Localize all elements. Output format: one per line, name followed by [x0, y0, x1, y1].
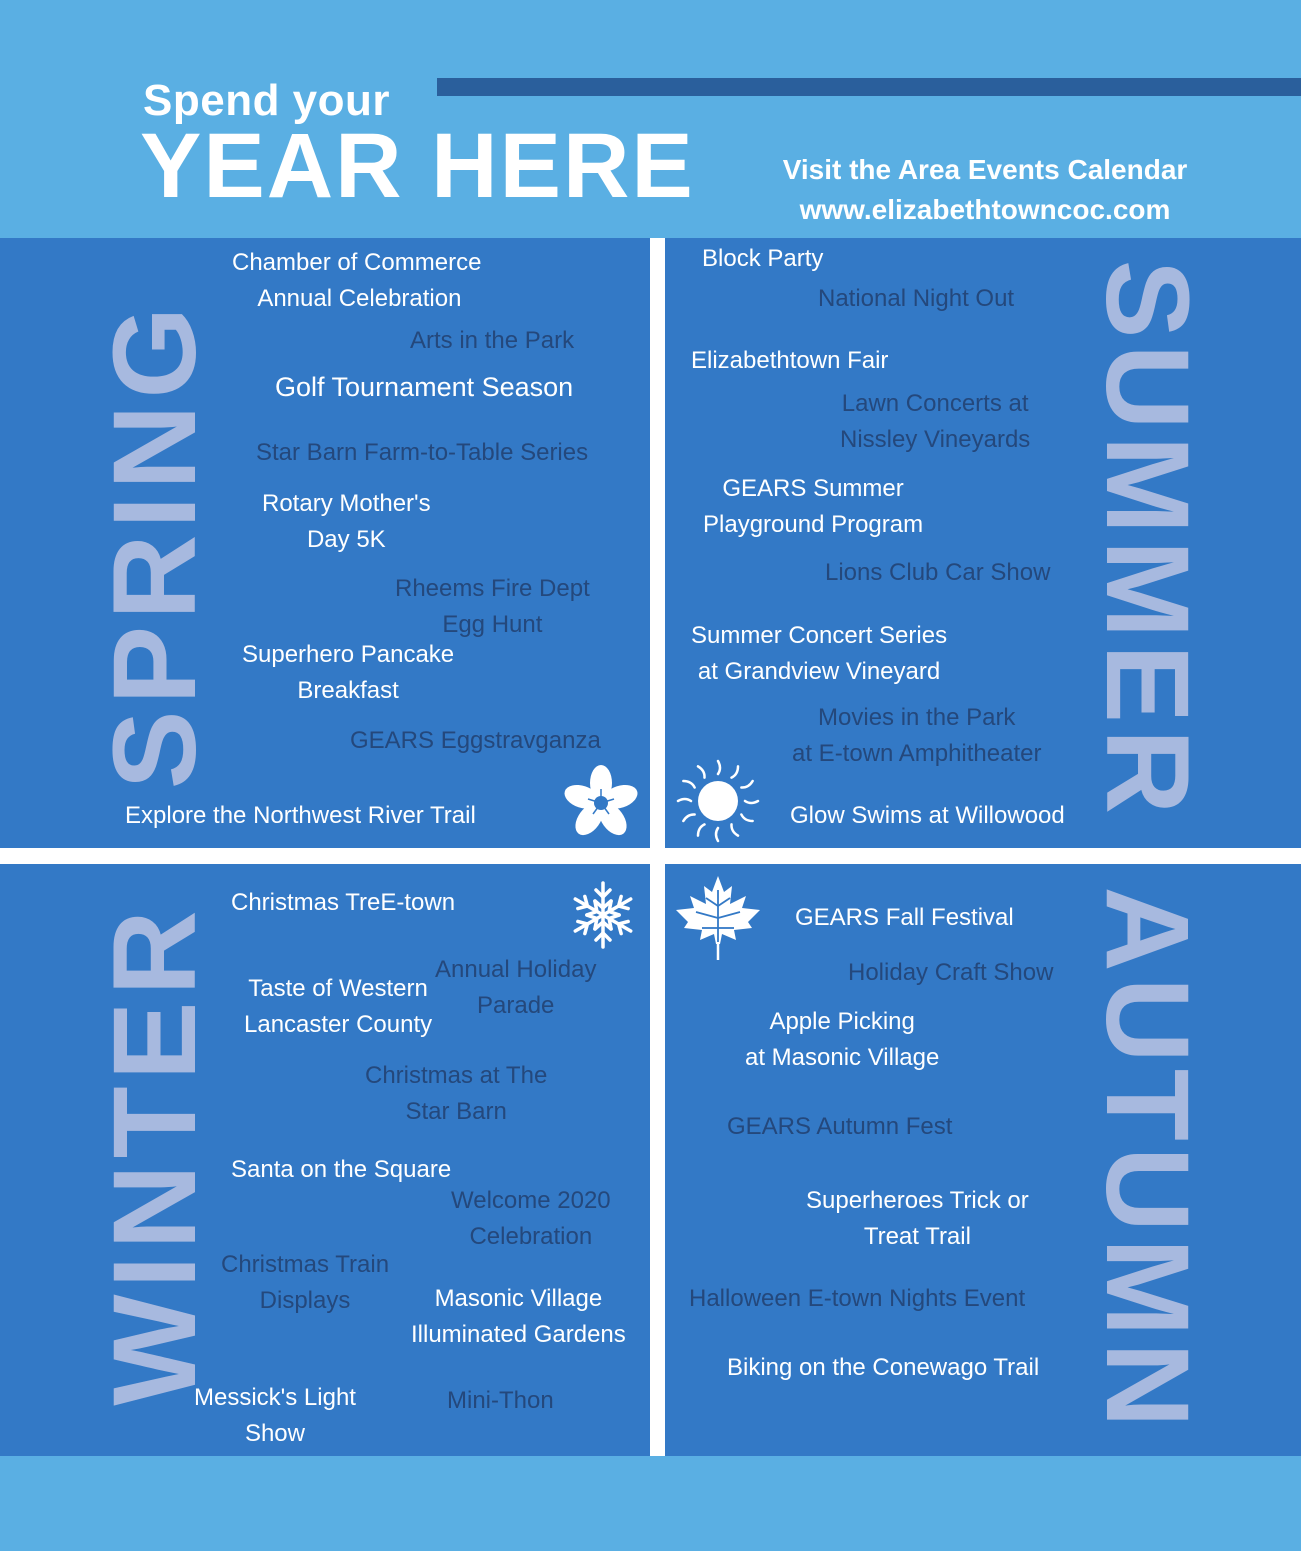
- winter-event: Masonic Village Illuminated Gardens: [411, 1285, 626, 1348]
- summer-event: Lions Club Car Show: [825, 559, 1051, 586]
- winter-event: Christmas at The Star Barn: [365, 1062, 548, 1125]
- autumn-event: GEARS Fall Festival: [795, 904, 1014, 931]
- summer-event: GEARS Summer Playground Program: [703, 475, 924, 538]
- season-title-spring: SPRING: [89, 300, 221, 790]
- snowflake-icon: [568, 880, 638, 950]
- spring-event: Chamber of Commerce Annual Celebration: [232, 249, 482, 312]
- spring-event: Golf Tournament Season: [275, 372, 574, 402]
- maple-leaf-icon: [672, 872, 764, 964]
- season-title-summer: SUMMER: [1081, 259, 1213, 821]
- headline-spend: Spend your: [143, 76, 391, 125]
- winter-event: Mini-Thon: [447, 1387, 554, 1414]
- autumn-event: Superheroes Trick or Treat Trail: [806, 1187, 1029, 1250]
- calendar-url[interactable]: www.elizabethtowncoc.com: [799, 194, 1171, 225]
- winter-event: Messick's Light Show: [194, 1384, 356, 1447]
- vertical-divider: [650, 238, 665, 1456]
- spring-event: GEARS Eggstravganza: [350, 727, 601, 754]
- header-accent-bar: [437, 78, 1301, 96]
- season-title-autumn: AUTUMN: [1081, 886, 1213, 1434]
- winter-event: Christmas TreE-town: [231, 889, 456, 916]
- spring-event: Rotary Mother's Day 5K: [262, 490, 431, 553]
- summer-event: Elizabethtown Fair: [691, 347, 889, 374]
- season-title-winter: WINTER: [89, 904, 221, 1406]
- spring-event: Star Barn Farm-to-Table Series: [256, 439, 589, 466]
- horizontal-divider: [0, 848, 1301, 864]
- spring-event: Explore the Northwest River Trail: [125, 802, 476, 829]
- winter-event: Santa on the Square: [231, 1156, 452, 1183]
- flower-icon: [560, 762, 642, 844]
- calendar-callout-text: Visit the Area Events Calendar: [782, 154, 1188, 185]
- winter-event: Welcome 2020 Celebration: [451, 1187, 611, 1250]
- autumn-event: Apple Picking at Masonic Village: [745, 1008, 940, 1071]
- summer-event: Block Party: [702, 245, 824, 272]
- summer-event: Glow Swims at Willowood: [790, 802, 1065, 829]
- spring-event: Superhero Pancake Breakfast: [242, 641, 455, 704]
- summer-event: National Night Out: [818, 285, 1015, 312]
- winter-event: Christmas Train Displays: [221, 1251, 390, 1314]
- autumn-event: Halloween E-town Nights Event: [689, 1285, 1026, 1312]
- autumn-event: GEARS Autumn Fest: [727, 1113, 953, 1140]
- spring-event: Arts in the Park: [410, 327, 575, 354]
- autumn-event: Biking on the Conewago Trail: [727, 1354, 1040, 1381]
- winter-event: Taste of Western Lancaster County: [244, 975, 433, 1038]
- headline-year-here: YEAR HERE: [140, 115, 695, 217]
- summer-event: Summer Concert Series at Grandview Vineyard: [691, 622, 948, 685]
- sun-icon: [674, 757, 762, 845]
- calendar-callout: [700, 150, 1270, 230]
- spring-event: Rheems Fire Dept Egg Hunt: [395, 575, 590, 638]
- autumn-event: Holiday Craft Show: [848, 959, 1054, 986]
- winter-event: Annual Holiday Parade: [435, 956, 597, 1019]
- summer-event: Lawn Concerts at Nissley Vineyards: [840, 390, 1031, 453]
- summer-event: Movies in the Park at E-town Amphitheater: [792, 704, 1042, 767]
